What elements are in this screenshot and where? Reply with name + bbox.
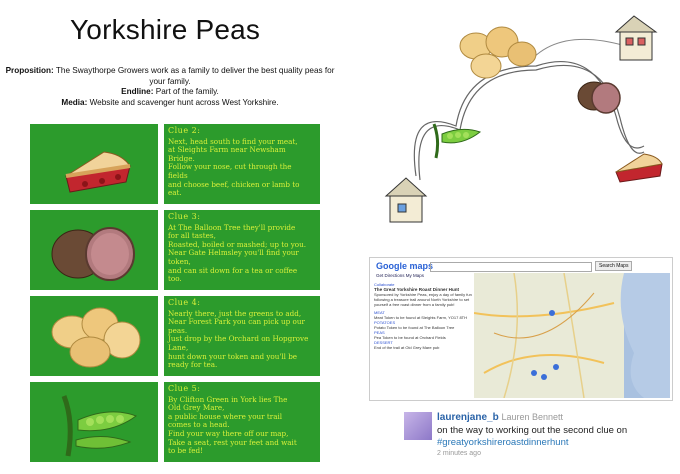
clue-line: Near Gate Helmsley you'll find your [168, 248, 299, 258]
pie-icon [616, 154, 662, 182]
clue-line: Old Grey Mare, [168, 403, 225, 413]
trail-illustration [376, 6, 676, 246]
endline-label: Endline: [121, 87, 154, 96]
clue-image-cell [30, 382, 158, 462]
clue-line: Near Forest Park you can pick up our [168, 317, 305, 327]
tweet-text: on the way to working out the second clue on #greatyorkshireroastdinnerhunt [437, 425, 628, 448]
clue-row-5 [30, 382, 320, 462]
tweet-handle[interactable]: laurenjane_b [437, 412, 499, 423]
endline-text: Part of the family. [155, 87, 219, 96]
clue-line: Lane, [168, 342, 189, 352]
clue-line: and choose beef, chicken or lamb to [168, 179, 300, 189]
clue-heading: Clue 5: [168, 384, 201, 393]
clue-line: By Clifton Green in York lies The [168, 394, 288, 404]
map-pin-icon [549, 310, 555, 316]
clue-line: Follow your nose, cut through the [168, 162, 292, 172]
clue-line: Just drop by the Orchard on Hopgrove [168, 334, 309, 344]
clue-line: hunt down your token and you'll be [168, 351, 298, 361]
tweet-hashtag[interactable]: #greatyorkshireroastdinnerhunt [437, 437, 569, 448]
peas-icon [30, 382, 158, 462]
clue-line: for all tastes, [168, 231, 216, 241]
maps-panel-desc: Sponsored by Yorkshire Peas, enjoy a day of family fun following a treasure trail around North Yorkshire to set yourself a free roast dinner from a family pub! [374, 292, 472, 307]
maps-search-button[interactable]: Search Maps [595, 261, 632, 271]
clue-line: At The Balloon Tree they'll provide [168, 222, 296, 232]
house-icon [616, 16, 656, 60]
brief-block [0, 66, 340, 108]
media-text: Website and scavenger hunt across West Yorkshire. [89, 97, 279, 107]
clue-line: to be fed! [168, 446, 204, 456]
clue-text-cell [164, 296, 320, 376]
clue-line: Find your way there off our map, [168, 428, 289, 438]
proposition-label: Proposition: [5, 66, 54, 75]
pie-icon [30, 124, 158, 204]
clue-text-cell [164, 124, 320, 204]
clue-line: Take a seat, rest your feet and wait [168, 437, 297, 447]
potatoes-icon [30, 296, 158, 376]
media-label: Media: [61, 97, 88, 107]
tweet-user [437, 412, 563, 423]
clue-row-3 [30, 210, 320, 290]
tweet-name: Lauren Bennett [501, 412, 564, 422]
clue-line: a public house where your trail [168, 411, 283, 421]
clue-line: Nearly there, just the greens to add, [168, 308, 302, 318]
maps-canvas[interactable] [474, 273, 670, 398]
clue-line: ready for tea. [168, 360, 218, 370]
clue-image-cell [30, 210, 158, 290]
maps-panel-title: The Great Yorkshire Roast Dinner Hunt [374, 287, 460, 292]
maps-entry[interactable]: PEAS Pea Token to be found at Orchard Fields [374, 330, 446, 340]
clue-text-cell [164, 210, 320, 290]
meat-icon [578, 82, 620, 113]
clue-line: fields [168, 170, 188, 180]
map-pin-icon [531, 370, 537, 376]
clue-line: at Sleights Farm near Newsham [168, 145, 286, 155]
map-pin-icon [541, 374, 547, 380]
maps-collaborate-link[interactable]: Collaborate [374, 282, 395, 287]
clue-heading: Clue 3: [168, 212, 201, 221]
maps-search-input[interactable] [430, 262, 592, 272]
clue-heading: Clue 4: [168, 298, 201, 307]
clue-line: too. [168, 274, 182, 284]
clue-line: eat. [168, 188, 182, 198]
google-maps-screenshot [369, 257, 673, 401]
clue-line: and can sit down for a tea or coffee [168, 265, 298, 275]
clue-line: Bridge. [168, 153, 195, 163]
clue-line: Roasted, boiled or mashed; up to you. [168, 239, 307, 249]
meat-icon [30, 210, 158, 290]
clue-row-4 [30, 296, 320, 376]
tweet-time[interactable]: 2 minutes ago [437, 450, 481, 457]
clue-line: Next, head south to find your meat, [168, 136, 298, 146]
maps-entry[interactable]: POTATOES Potato Token to be found at The Balloon Tree [374, 320, 455, 330]
clue-image-cell [30, 124, 158, 204]
proposition-text: The Swaythorpe Growers work as a family to deliver the best quality peas for your family. [55, 66, 335, 86]
clue-row-2 [30, 124, 320, 204]
maps-logo: Google maps [376, 261, 434, 271]
house-icon [386, 178, 426, 222]
avatar[interactable] [404, 412, 432, 440]
page-title: Yorkshire Peas [70, 14, 261, 45]
clue-heading: Clue 2: [168, 126, 201, 135]
clue-image-cell [30, 296, 158, 376]
maps-entry[interactable]: DESSERT End of the trail at Old Grey Mare pub [374, 340, 440, 350]
maps-tabs[interactable]: Get Directions My Maps [376, 273, 425, 278]
tweet-card [404, 412, 674, 472]
maps-side-panel [374, 282, 472, 350]
clue-text-cell [164, 382, 320, 462]
map-roads [474, 273, 670, 398]
maps-entry[interactable]: MEAT Meat Token to be found at Sleights Farm, YO17 8TH [374, 310, 468, 320]
clue-line: token, [168, 256, 191, 266]
clue-line: comes to a head. [168, 420, 230, 430]
map-pin-icon [553, 364, 559, 370]
clue-line: peas. [168, 325, 188, 335]
